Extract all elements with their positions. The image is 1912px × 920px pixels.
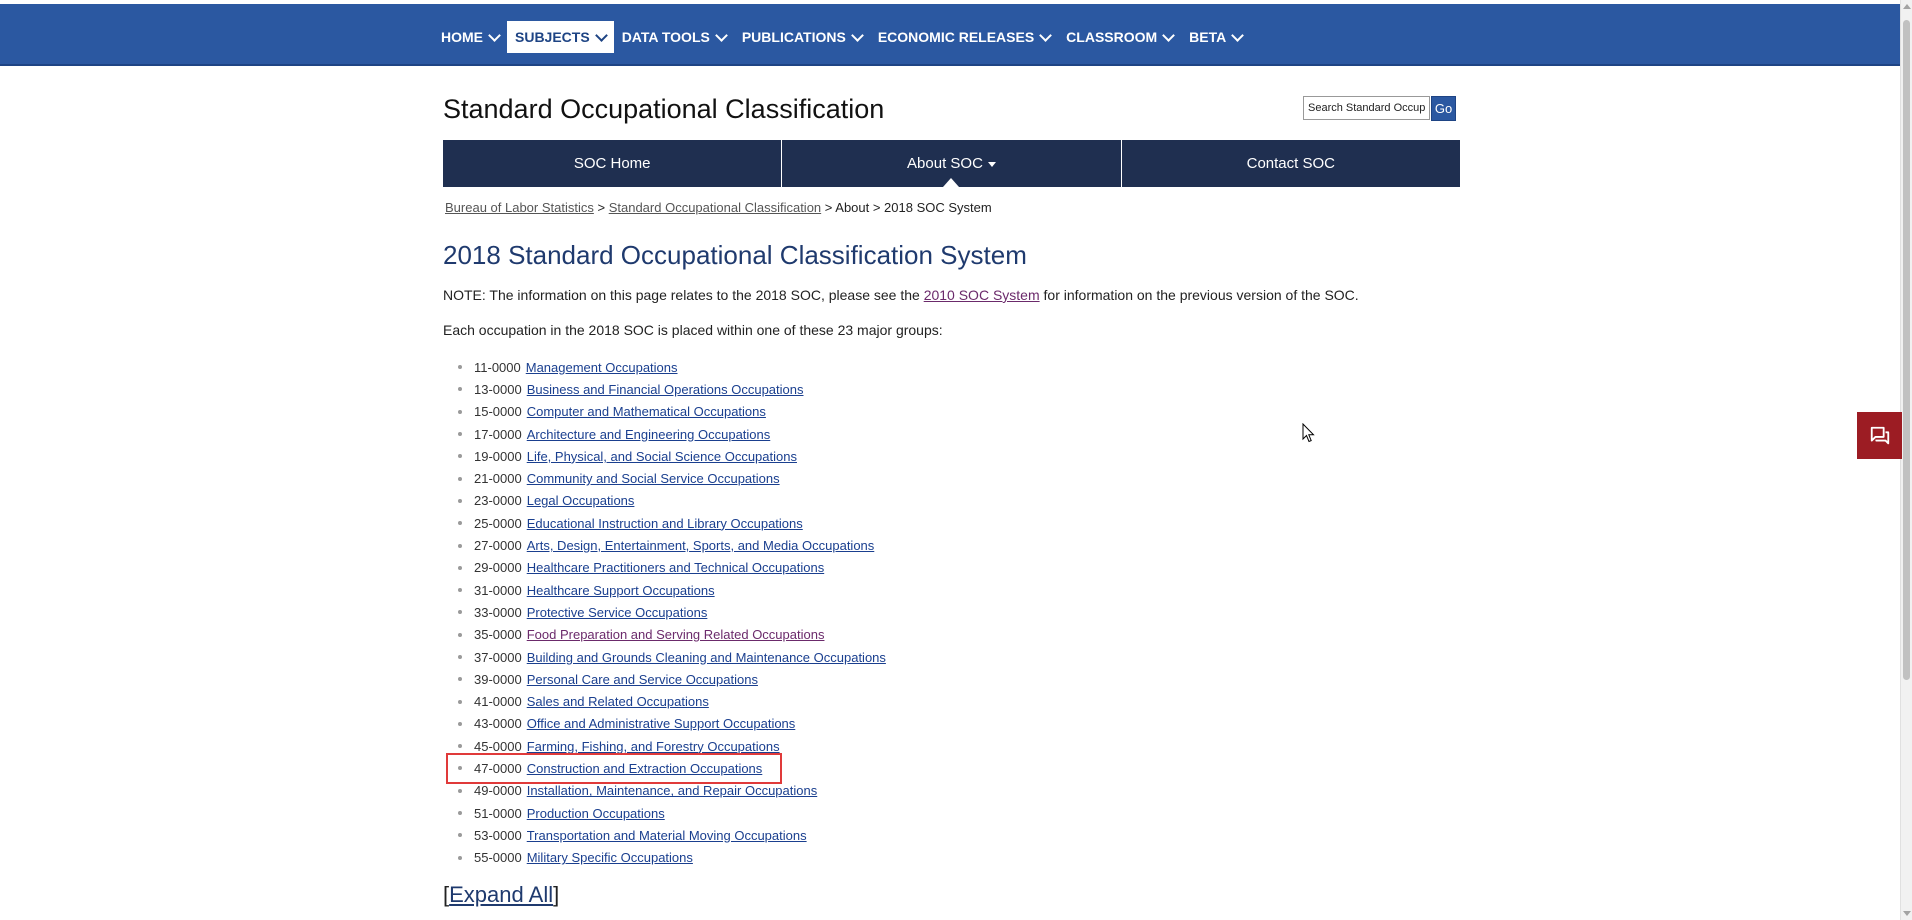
group-link[interactable]: Construction and Extraction Occupations [526, 760, 763, 776]
group-code: 47-0000 [474, 760, 522, 776]
group-code: 31-0000 [474, 582, 522, 598]
main-heading: 2018 Standard Occupational Classification System [443, 240, 1027, 270]
nav-publications-label: PUBLICATIONS [741, 29, 846, 45]
group-link[interactable]: Food Preparation and Serving Related Occupations [526, 627, 825, 643]
active-pointer-icon [943, 178, 959, 187]
list-item [458, 557, 886, 579]
group-code: 37-0000 [474, 649, 522, 665]
note-text [443, 287, 1359, 303]
bullet-icon [458, 789, 462, 793]
group-link[interactable]: Sales and Related Occupations [526, 694, 709, 710]
group-code: 25-0000 [474, 515, 522, 531]
bullet-icon [458, 588, 462, 592]
group-code: 35-0000 [474, 627, 522, 643]
scroll-thumb[interactable] [1903, 20, 1910, 680]
bullet-icon [458, 387, 462, 391]
nav-data-tools[interactable] [614, 21, 734, 53]
group-link[interactable]: Production Occupations [526, 805, 665, 821]
list-item [458, 445, 886, 467]
chevron-down-icon [1039, 29, 1052, 42]
nav-beta-label: BETA [1189, 29, 1227, 45]
list-item [458, 802, 886, 824]
bullet-icon [458, 544, 462, 548]
group-code: 41-0000 [474, 694, 522, 710]
group-code: 13-0000 [474, 381, 522, 397]
breadcrumb-soc-link[interactable]: Standard Occupational Classification [608, 200, 822, 215]
group-code: 55-0000 [474, 850, 522, 866]
bullet-icon [458, 365, 462, 369]
top-nav [433, 21, 1250, 53]
list-item [458, 713, 886, 735]
list-item [458, 735, 886, 757]
bullet-icon [458, 499, 462, 503]
subnav-soc-home[interactable] [443, 140, 782, 187]
chevron-down-icon [1162, 29, 1175, 42]
group-link[interactable]: Building and Grounds Cleaning and Maintenance Occupations [526, 649, 886, 665]
group-link[interactable]: Educational Instruction and Library Occupations [526, 515, 803, 531]
subnav-about-soc[interactable] [782, 140, 1121, 187]
chevron-down-icon [488, 29, 501, 42]
list-item [458, 646, 886, 668]
major-groups-list [458, 356, 886, 869]
nav-home-label: HOME [441, 29, 483, 45]
list-item [458, 601, 886, 623]
page-scrollbar[interactable] [1900, 0, 1912, 920]
bullet-icon [458, 744, 462, 748]
list-item [458, 490, 886, 512]
list-item [458, 378, 886, 400]
bullet-icon [458, 722, 462, 726]
expand-all-link[interactable]: Expand All [449, 882, 554, 907]
feedback-button[interactable] [1857, 412, 1902, 459]
list-item [458, 668, 886, 690]
caret-down-icon [988, 162, 996, 167]
group-code: 39-0000 [474, 671, 522, 687]
scroll-up-arrow-icon[interactable] [1903, 4, 1911, 9]
group-link[interactable]: Protective Service Occupations [526, 604, 708, 620]
nav-home[interactable] [433, 21, 507, 53]
list-item [458, 534, 886, 556]
top-nav-bar [0, 4, 1901, 66]
list-item [458, 467, 886, 489]
chat-bubble-icon [1869, 425, 1891, 447]
list-item [458, 847, 886, 869]
note-suffix: for information on the previous version of the SOC. [1043, 287, 1359, 303]
list-item-highlighted [450, 757, 778, 779]
list-item [458, 824, 886, 846]
group-code: 19-0000 [474, 448, 522, 464]
group-link[interactable]: Healthcare Support Occupations [526, 582, 715, 598]
list-item [458, 780, 886, 802]
group-code: 53-0000 [474, 827, 522, 843]
nav-subjects-label: SUBJECTS [515, 29, 590, 45]
list-item [458, 423, 886, 445]
group-code: 33-0000 [474, 604, 522, 620]
group-link[interactable]: Personal Care and Service Occupations [526, 671, 758, 687]
intro-text: Each occupation in the 2018 SOC is placed within one of these 23 major groups: [443, 322, 943, 338]
chevron-down-icon [595, 29, 608, 42]
group-link[interactable]: Computer and Mathematical Occupations [526, 404, 766, 420]
group-code: 43-0000 [474, 716, 522, 732]
bullet-icon [458, 633, 462, 637]
nav-economic-releases-label: ECONOMIC RELEASES [877, 29, 1035, 45]
nav-subjects[interactable] [507, 21, 614, 53]
list-item [458, 624, 886, 646]
nav-economic-releases[interactable] [870, 21, 1058, 53]
bullet-icon [458, 677, 462, 681]
nav-data-tools-label: DATA TOOLS [621, 29, 710, 45]
bullet-icon [458, 521, 462, 525]
bullet-icon [458, 610, 462, 614]
bullet-icon [458, 856, 462, 860]
subnav-contact-soc[interactable] [1122, 140, 1460, 187]
scroll-down-arrow-icon[interactable] [1903, 911, 1911, 916]
breadcrumb-separator: > [597, 200, 606, 215]
group-link[interactable]: Life, Physical, and Social Science Occupations [526, 448, 797, 464]
group-code: 45-0000 [474, 738, 522, 754]
nav-classroom-label: CLASSROOM [1066, 29, 1158, 45]
group-code: 21-0000 [474, 471, 522, 487]
group-code: 17-0000 [474, 426, 522, 442]
group-link[interactable]: Architecture and Engineering Occupations [526, 426, 771, 442]
nav-beta[interactable] [1181, 21, 1250, 53]
group-code: 11-0000 [474, 359, 521, 375]
list-item [458, 401, 886, 423]
expand-all [443, 882, 559, 908]
note-prefix: NOTE: The information on this page relates to the 2018 SOC, please see the [443, 287, 920, 303]
chevron-down-icon [1231, 29, 1244, 42]
list-item [458, 690, 886, 712]
group-code: 27-0000 [474, 538, 522, 554]
bullet-icon [458, 566, 462, 570]
bullet-icon [458, 454, 462, 458]
bullet-icon [458, 766, 462, 770]
chevron-down-icon [715, 29, 728, 42]
breadcrumb-current: > About > 2018 SOC System [824, 200, 992, 215]
search-input[interactable] [1303, 96, 1430, 120]
search-go-button[interactable]: Go [1431, 96, 1456, 121]
mouse-pointer-icon [1302, 423, 1316, 443]
bullet-icon [458, 700, 462, 704]
soc-sub-nav [443, 140, 1460, 187]
group-link[interactable]: Installation, Maintenance, and Repair Occupations [526, 783, 818, 799]
nav-classroom[interactable] [1058, 21, 1181, 53]
bullet-icon [458, 477, 462, 481]
group-link[interactable]: Management Occupations [525, 359, 678, 375]
bullet-icon [458, 833, 462, 837]
nav-publications[interactable] [734, 21, 870, 53]
list-item [458, 356, 886, 378]
group-link[interactable]: Farming, Fishing, and Forestry Occupations [526, 738, 780, 754]
bullet-icon [458, 811, 462, 815]
note-2010-soc-link[interactable]: 2010 SOC System [923, 287, 1040, 303]
page-title: Standard Occupational Classification [443, 94, 885, 124]
expand-bracket-open: [ [443, 882, 450, 907]
group-link[interactable]: Office and Administrative Support Occupations [526, 716, 796, 732]
subnav-contact-soc-label: Contact SOC [1246, 155, 1335, 172]
group-link[interactable]: Military Specific Occupations [526, 850, 693, 866]
search-box [1303, 96, 1456, 121]
group-link[interactable]: Business and Financial Operations Occupations [526, 381, 804, 397]
group-link[interactable]: Healthcare Practitioners and Technical Occupations [526, 560, 825, 576]
group-code: 29-0000 [474, 560, 522, 576]
group-link[interactable]: Community and Social Service Occupations [526, 471, 780, 487]
subnav-soc-home-label: SOC Home [573, 155, 651, 172]
group-link[interactable]: Arts, Design, Entertainment, Sports, and Media Occupations [526, 538, 875, 554]
group-code: 51-0000 [474, 805, 522, 821]
group-code: 23-0000 [474, 493, 522, 509]
bullet-icon [458, 432, 462, 436]
breadcrumb-bls-link[interactable]: Bureau of Labor Statistics [445, 200, 594, 215]
subnav-about-soc-label: About SOC [907, 155, 983, 172]
list-item [458, 512, 886, 534]
bullet-icon [458, 410, 462, 414]
group-code: 49-0000 [474, 783, 522, 799]
bullet-icon [458, 655, 462, 659]
group-code: 15-0000 [474, 404, 522, 420]
list-item [458, 579, 886, 601]
breadcrumb [445, 200, 992, 215]
group-link[interactable]: Legal Occupations [526, 493, 635, 509]
chevron-down-icon [851, 29, 864, 42]
group-link[interactable]: Transportation and Material Moving Occupations [526, 827, 807, 843]
expand-bracket-close: ] [553, 882, 560, 907]
